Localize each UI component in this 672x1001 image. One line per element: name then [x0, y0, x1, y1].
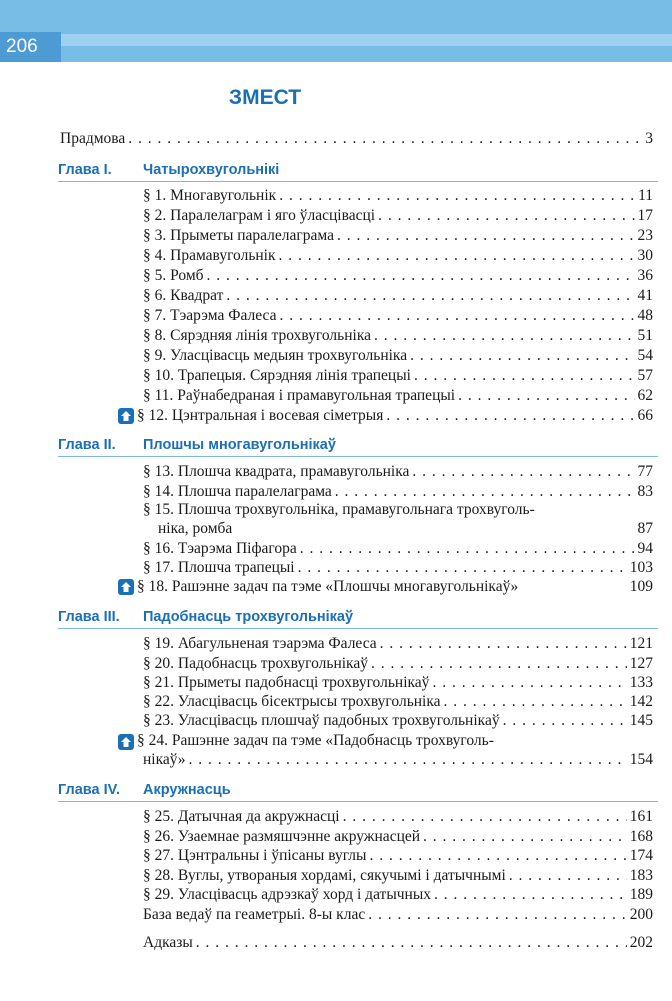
toc-entry[interactable]: [0, 539, 672, 559]
toc-leader-dots: [335, 482, 635, 502]
toc-entry-page: 62: [637, 387, 653, 404]
toc-leader-dots: [414, 366, 635, 386]
toc-entry-label: § 20. Падобнасць трохвугольнікаў: [143, 655, 368, 672]
toc-entry[interactable]: [0, 482, 672, 502]
toc-entry-label: § 4. Прамавугольнік: [143, 247, 276, 264]
toc-entry-label: § 25. Датычная да акружнасці: [143, 808, 340, 825]
toc-entry-page: 189: [629, 886, 653, 903]
toc-entry-label: § 15. Плошча трохвугольніка, прамавугольнага трохвуголь-: [143, 501, 535, 518]
toc-entry-label: § 29. Уласцівасць адрэзкаў хорд і датычных: [143, 886, 431, 903]
toc-leader-dots: [386, 406, 634, 426]
chapter-title: Плошчы многавугольнікаў: [143, 437, 336, 453]
toc-leader-dots: [196, 933, 627, 953]
toc-entry[interactable]: [0, 634, 672, 654]
chapter-label: Глава I.: [58, 162, 112, 178]
toc-entry[interactable]: [0, 750, 672, 770]
chapter-label: Глава IV.: [58, 782, 120, 798]
toc-leader-dots: [128, 129, 642, 149]
toc-entry-page: 51: [637, 327, 653, 344]
toc-entry-page: 94: [637, 540, 653, 557]
toc-entry-label: § 21. Прыметы падобнасці трохвугольнікаў: [143, 674, 430, 691]
toc-entry-page: 83: [637, 483, 653, 500]
toc-entry-label: § 9. Уласцівасць медыян трохвугольніка: [143, 347, 408, 364]
toc-entry-page: 54: [637, 347, 653, 364]
toc-entry-page: 133: [629, 674, 653, 691]
toc-leader-dots: [300, 539, 635, 559]
toc-entry[interactable]: [0, 226, 672, 246]
toc-entry-knowledge-base[interactable]: [0, 905, 672, 925]
toc-entry-page: 77: [637, 463, 653, 480]
toc-entry-page: 121: [629, 635, 653, 652]
toc-entry[interactable]: [0, 326, 672, 346]
toc-entry-label: § 22. Уласцівасць бісектрысы трохвугольніка: [143, 693, 441, 710]
toc-leader-dots: [337, 226, 635, 246]
toc-entry[interactable]: [0, 558, 672, 578]
toc-entry-page: 127: [629, 655, 653, 672]
toc-entry[interactable]: [0, 711, 672, 731]
toc-entry-page: 103: [629, 559, 653, 576]
chapter-heading-3[interactable]: [0, 606, 672, 628]
toc-leader-dots: [374, 326, 634, 346]
toc-entry-page: 145: [629, 712, 653, 729]
toc-leader-dots: [423, 827, 627, 847]
toc-entry-page: 142: [629, 693, 653, 710]
toc-leader-dots: [279, 186, 635, 206]
toc-leader-dots: [378, 206, 634, 226]
toc-entry-page: 41: [637, 287, 653, 304]
toc-entry-first-line[interactable]: [0, 500, 672, 520]
toc-entry[interactable]: [0, 306, 672, 326]
toc-entry-label: § 19. Абагульненая тэарэма Фалеса: [143, 635, 377, 652]
toc-entry[interactable]: [0, 346, 672, 366]
toc-entry-label: § 2. Паралелаграм і яго ўласцівасці: [143, 207, 376, 224]
toc-entry-label: § 12. Цэнтральная і восевая сіметрыя: [137, 407, 384, 424]
toc-leader-dots: [279, 246, 635, 266]
toc-entry-intro[interactable]: [0, 129, 672, 149]
toc-leader-dots: [503, 711, 627, 731]
chapter-divider: [58, 628, 658, 629]
toc-leader-dots: [380, 634, 627, 654]
toc-entry[interactable]: [0, 186, 672, 206]
toc-entry-label: § 1. Многавугольнік: [143, 187, 277, 204]
toc-entry[interactable]: [0, 266, 672, 286]
toc-entry-label: § 7. Тэарэма Фалеса: [143, 307, 277, 324]
toc-entry-label: Адказы: [143, 934, 193, 951]
toc-entry-label: § 11. Раўнабедраная і прамавугольная трапецыі: [143, 387, 456, 404]
toc-leader-dots: [444, 692, 627, 712]
toc-entry-label: § 26. Узаемнае размяшчэнне акружнасцей: [143, 828, 421, 845]
toc-entry-page: 183: [629, 867, 653, 884]
chapter-title: Акружнасць: [143, 782, 231, 798]
toc-entry-label-continued: нікаў»: [143, 751, 186, 768]
toc-entry-page: 109: [629, 578, 653, 595]
toc-entry-label: § 10. Трапецыя. Сярэдняя лінія трапецыі: [143, 367, 411, 384]
toc-entry-label: § 18. Рашэнне задач па тэме «Плошчы многавугольнікаў»: [137, 578, 519, 595]
toc-entry-label: § 3. Прыметы паралелаграма: [143, 227, 334, 244]
chapter-title: Чатырохвугольнікі: [143, 162, 280, 178]
toc-entry-page: 154: [629, 751, 653, 768]
toc-entry-label: § 5. Ромб: [143, 267, 204, 284]
toc-entry-page: 161: [629, 808, 653, 825]
toc-leader-dots: [509, 866, 627, 886]
header-bar: [0, 0, 672, 62]
toc-entry[interactable]: [0, 406, 672, 426]
toc-entry[interactable]: [0, 692, 672, 712]
toc-leader-dots: [298, 558, 627, 578]
chapter-heading-1[interactable]: [0, 159, 672, 181]
toc-entry[interactable]: [0, 673, 672, 693]
toc-entry[interactable]: [0, 885, 672, 905]
chapter-divider: [58, 181, 658, 182]
toc-entry-label: § 27. Цэнтральны і ўпісаны вуглы: [143, 847, 367, 864]
toc-entry-label: § 8. Сярэдняя лінія трохвугольніка: [143, 327, 372, 344]
toc-entry-page: 23: [637, 227, 653, 244]
toc-entry[interactable]: [0, 246, 672, 266]
toc-entry-label: База ведаў па геаметрыі. 8-ы клас: [143, 906, 366, 923]
toc-entry-label: § 13. Плошча квадрата, прамавугольніка: [143, 463, 410, 480]
page-number: 206: [0, 32, 61, 62]
toc-leader-dots: [432, 673, 626, 693]
toc-entry[interactable]: [0, 866, 672, 886]
toc-entry-page: 66: [637, 407, 653, 424]
header-strip: [0, 34, 672, 46]
toc-entry-page: 168: [629, 828, 653, 845]
toc-leader-dots: [410, 346, 634, 366]
toc-entry-page: 57: [637, 367, 653, 384]
toc-entry-label: § 24. Рашэнне задач па тэме «Падобнасць трохвуголь-: [137, 732, 494, 749]
toc-entry-page: 11: [638, 187, 653, 204]
toc-entry-page: 200: [629, 906, 653, 923]
toc-entry[interactable]: [0, 386, 672, 406]
toc-leader-dots: [343, 807, 627, 827]
toc-entry-page: 48: [637, 307, 653, 324]
toc-entry-label: § 14. Плошча паралелаграма: [143, 483, 332, 500]
chapter-label: Глава II.: [58, 437, 116, 453]
toc-entry-label: § 28. Вуглы, утвораныя хордамі, сякучымі і датычнымі: [143, 867, 506, 884]
toc-entry-page: 87: [637, 520, 653, 537]
toc-leader-dots: [458, 386, 634, 406]
toc-entry[interactable]: [0, 519, 672, 539]
toc-entry-page: 174: [629, 847, 653, 864]
toc-entry[interactable]: [0, 827, 672, 847]
toc-entry-page: 36: [637, 267, 653, 284]
toc-entry[interactable]: [0, 577, 672, 597]
toc-entry[interactable]: [0, 846, 672, 866]
toc-entry-page: 17: [637, 207, 653, 224]
chapter-label: Глава III.: [58, 609, 120, 625]
toc-entry[interactable]: [0, 366, 672, 386]
chapter-heading-4[interactable]: [0, 779, 672, 801]
chapter-heading-2[interactable]: [0, 434, 672, 456]
toc-leader-dots: [188, 750, 626, 770]
chapter-title: Падобнасць трохвугольнікаў: [143, 609, 354, 625]
toc-entry-label: § 6. Квадрат: [143, 287, 224, 304]
toc-leader-dots: [279, 306, 634, 326]
chapter-divider: [58, 801, 658, 802]
toc-leader-dots: [226, 286, 634, 306]
toc-entry-answers[interactable]: [0, 933, 672, 953]
toc-entry-page: 202: [629, 934, 653, 951]
toc-entry-page: 3: [645, 130, 653, 147]
toc-entry-first-line[interactable]: [0, 731, 672, 751]
toc-entry-page: 30: [637, 247, 653, 264]
toc-leader-dots: [369, 846, 626, 866]
toc-entry[interactable]: [0, 206, 672, 226]
toc-entry-label-continued: ніка, ромба: [158, 520, 233, 537]
chapter-divider: [58, 456, 658, 457]
toc-leader-dots: [368, 905, 627, 925]
toc-leader-dots: [207, 266, 635, 286]
toc-entry-label: § 16. Тэарэма Піфагора: [143, 540, 297, 557]
toc-entry-label: Прадмова: [60, 130, 126, 147]
toc-leader-dots: [434, 885, 627, 905]
toc-entry[interactable]: [0, 807, 672, 827]
page-title: ЗМЕСТ: [228, 86, 302, 109]
toc-entry-label: § 17. Плошча трапецыі: [143, 559, 295, 576]
toc-leader-dots: [371, 654, 627, 674]
toc-entry-label: § 23. Уласцівасць плошчаў падобных трохвугольнікаў: [143, 712, 500, 729]
toc-entry[interactable]: [0, 286, 672, 306]
toc-leader-dots: [412, 462, 634, 482]
toc-entry[interactable]: [0, 654, 672, 674]
toc-entry[interactable]: [0, 462, 672, 482]
